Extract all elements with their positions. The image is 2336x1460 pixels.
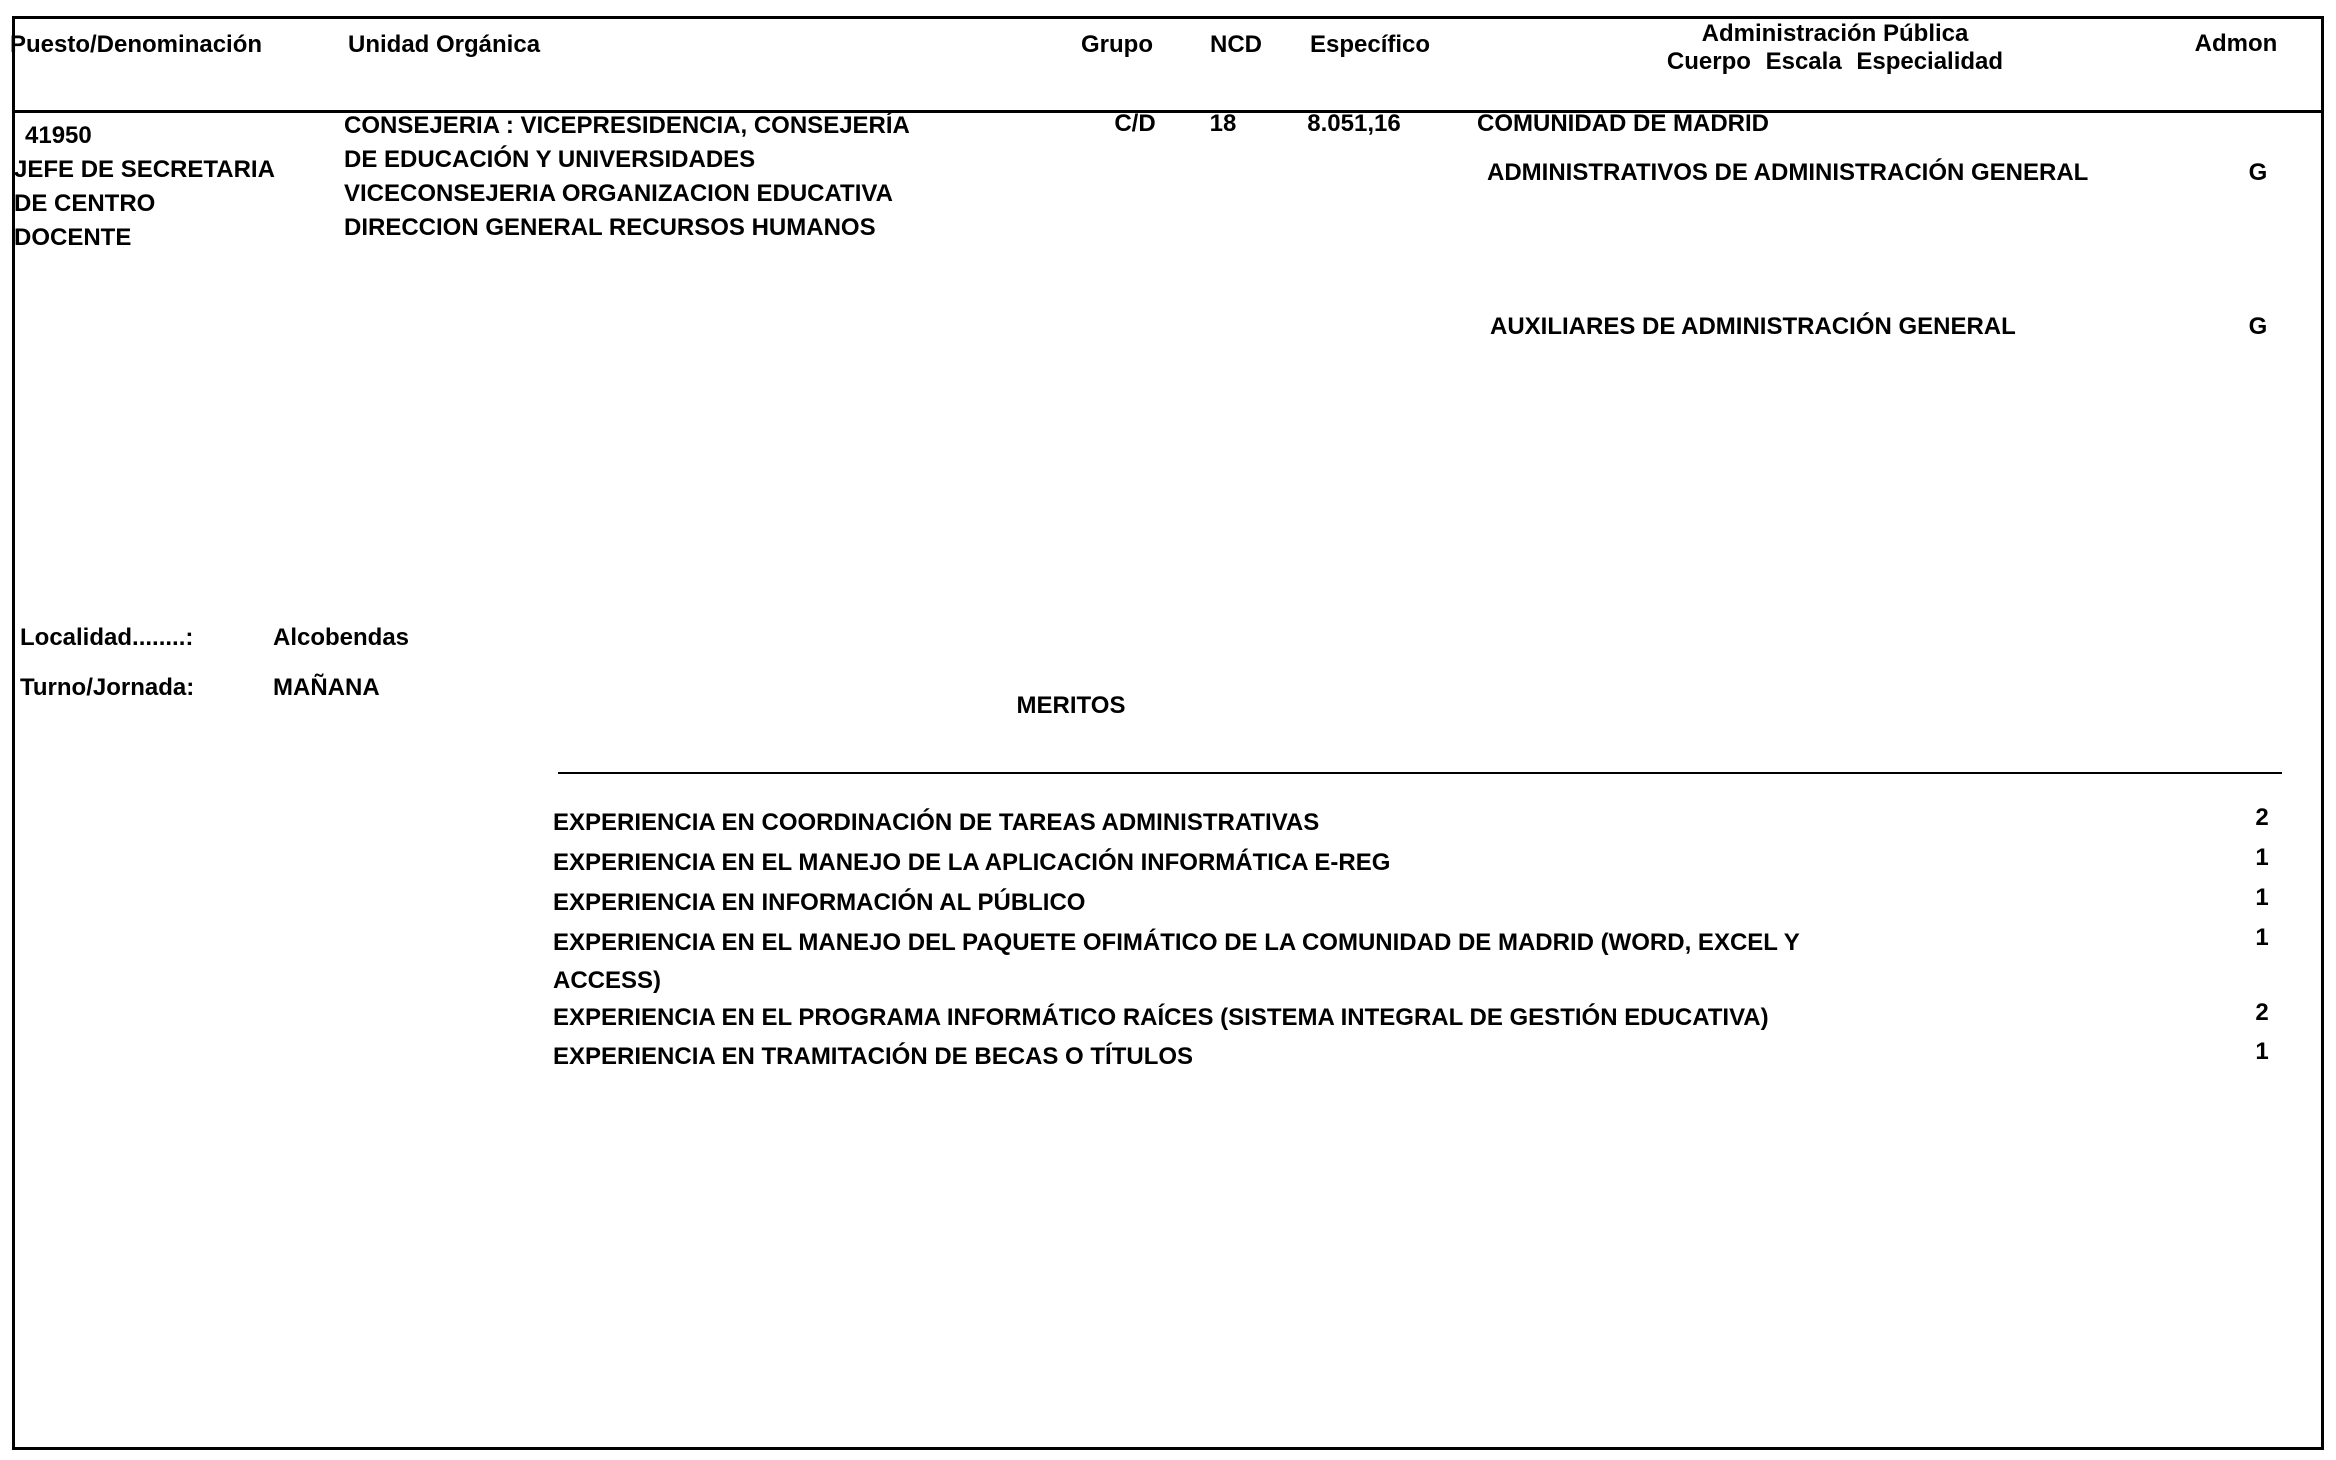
- merit-item-text: EXPERIENCIA EN COORDINACIÓN DE TAREAS ADMINISTRATIVAS: [553, 809, 1320, 836]
- merit-item-text-line: EXPERIENCIA EN EL MANEJO DEL PAQUETE OFIMÁTICO DE LA COMUNIDAD DE MADRID (WORD, EXCEL Y: [553, 929, 1800, 956]
- unidad-organica-line: DIRECCION GENERAL RECURSOS HUMANOS: [344, 214, 876, 241]
- column-header-unidad-organica: Unidad Orgánica: [348, 31, 541, 58]
- column-header-ncd: NCD: [1210, 31, 1262, 58]
- unidad-organica-block: [344, 109, 910, 245]
- unidad-organica-line: CONSEJERIA : VICEPRESIDENCIA, CONSEJERÍA: [344, 112, 910, 139]
- puesto-id: 41950: [25, 122, 92, 149]
- meritos-separator-line: [558, 772, 2282, 774]
- merit-item-text: EXPERIENCIA EN INFORMACIÓN AL PÚBLICO: [553, 889, 1086, 916]
- meritos-section-title: MERITOS: [1016, 692, 1126, 719]
- merit-item-text: EXPERIENCIA EN EL PROGRAMA INFORMÁTICO RAÍCES (SISTEMA INTEGRAL DE GESTIÓN EDUCATIVA): [553, 1004, 1769, 1031]
- puesto-denominacion-line: DE CENTRO: [14, 190, 156, 217]
- unidad-organica-line: DE EDUCACIÓN Y UNIVERSIDADES: [344, 146, 756, 173]
- merit-item-value: 2: [2255, 999, 2269, 1026]
- cuerpo-admon-value: G: [2248, 313, 2268, 340]
- turno-jornada-value: MAÑANA: [273, 674, 380, 701]
- merit-item-value: 1: [2255, 844, 2269, 871]
- turno-jornada-label: Turno/Jornada:: [20, 674, 195, 701]
- merit-item-text: [553, 924, 1800, 1000]
- column-header-cuerpo-escala-especialidad: Cuerpo Escala Especialidad: [1666, 48, 2004, 75]
- localidad-value: Alcobendas: [273, 624, 410, 651]
- cuerpo-name: AUXILIARES DE ADMINISTRACIÓN GENERAL: [1490, 313, 2016, 340]
- unidad-organica-line: VICECONSEJERIA ORGANIZACION EDUCATIVA: [344, 180, 893, 207]
- column-header-admon: Admon: [2194, 30, 2278, 57]
- especifico-value: 8.051,16: [1307, 110, 1401, 137]
- merit-item-value: 2: [2255, 804, 2269, 831]
- puesto-denominacion-line: DOCENTE: [14, 224, 132, 251]
- administracion-publica-value: COMUNIDAD DE MADRID: [1477, 110, 1769, 137]
- column-header-puesto-denominacion: Puesto/Denominación: [10, 31, 263, 58]
- merit-item-value: 1: [2255, 924, 2269, 951]
- column-header-administracion-publica-line1: Administración Pública: [1701, 20, 1969, 47]
- merit-item-value: 1: [2255, 884, 2269, 911]
- merit-item-text: EXPERIENCIA EN EL MANEJO DE LA APLICACIÓN INFORMÁTICA E-REG: [553, 849, 1391, 876]
- column-header-administracion-publica: [1667, 20, 2003, 76]
- puesto-denominacion-line: JEFE DE SECRETARIA: [14, 156, 275, 183]
- localidad-label: Localidad........:: [20, 624, 194, 651]
- cuerpo-admon-value: G: [2248, 159, 2268, 186]
- merit-item-text-line: ACCESS): [553, 967, 662, 994]
- merit-item-value: 1: [2255, 1038, 2269, 1065]
- ncd-value: 18: [1209, 110, 1237, 137]
- grupo-value: C/D: [1114, 110, 1156, 137]
- merit-item-text: EXPERIENCIA EN TRAMITACIÓN DE BECAS O TÍTULOS: [553, 1043, 1194, 1070]
- column-header-grupo: Grupo: [1081, 31, 1153, 58]
- column-header-especifico: Específico: [1309, 31, 1431, 58]
- cuerpo-name: ADMINISTRATIVOS DE ADMINISTRACIÓN GENERAL: [1487, 159, 2089, 186]
